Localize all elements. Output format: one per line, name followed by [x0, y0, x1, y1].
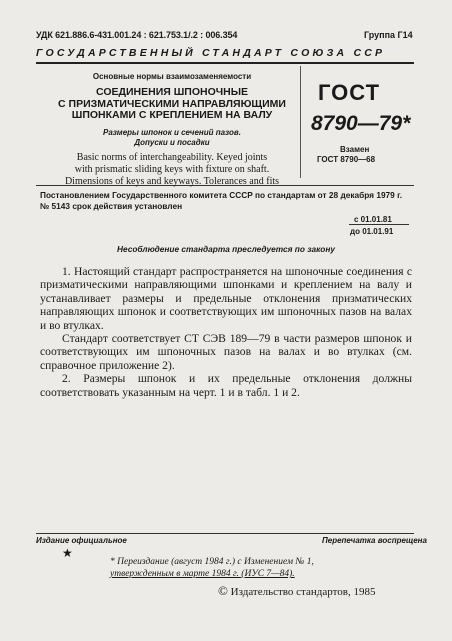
title-line: С ПРИЗМАТИЧЕСКИМИ НАПРАВЛЯЮЩИМИ [58, 97, 286, 110]
validity-divider [349, 224, 409, 225]
middle-divider [36, 185, 414, 186]
gost-number: 8790—79* [311, 112, 411, 135]
udk-code: УДК 621.886.6-431.001.24 : 621.753.1/.2 : 006.354 [36, 30, 238, 40]
copyright [218, 583, 375, 599]
noncompliance-notice: Несоблюдение стандарта преследуется по закону [117, 244, 335, 254]
valid-to: до 01.01.91 [350, 227, 394, 236]
valid-from: с 01.01.81 [354, 215, 392, 224]
english-line: Dimensions of keys and keyways. Tolerances and fits [64, 175, 280, 187]
title-block [52, 72, 292, 188]
subtitle-line: Размеры шпонок и сечений пазов. [103, 127, 241, 137]
bottom-divider [36, 533, 414, 534]
star-icon: ★ [62, 546, 73, 560]
reprint-prohibited: Перепечатка воспрещена [322, 536, 427, 545]
replaces-label: Взамен [340, 145, 370, 154]
english-title [52, 152, 292, 188]
replaces-value: ГОСТ 8790—68 [317, 155, 376, 164]
group-code: Группа Г14 [364, 30, 413, 40]
body-paragraph: 1. Настоящий стандарт распространяется на шпоночные соединения с призматическими направляющими шпонками и креплением на валу и устанавливает размеры и предельные отклонения призматических направляющих шпонок и соответствующих им шпоночных пазов на валах и во втулках. [40, 265, 412, 332]
top-divider [36, 62, 414, 64]
vertical-divider [300, 66, 301, 178]
english-line: Basic norms of interchangeability. Keyed joints [76, 151, 268, 163]
decree-text: Постановлением Государственного комитета СССР по стандартам от 28 декабря 1979 г. № 5143 срок действия установлен [40, 190, 403, 211]
state-standard-header: ГОСУДАРСТВЕННЫЙ СТАНДАРТ СОЮЗА ССР [36, 47, 386, 59]
reissue-note [110, 556, 410, 580]
english-line: with prismatic sliding keys with fixture on shaft. [74, 163, 270, 175]
title-line: СОЕДИНЕНИЯ ШПОНОЧНЫЕ [96, 86, 248, 98]
reissue-line: * Переиздание (август 1984 г.) с Изменением № 1, [110, 557, 314, 567]
reissue-line: утвержденным в марте 1984 г. (ИУС 7—84). [110, 569, 295, 579]
basic-norms-heading: Основные нормы взаимозаменяемости [92, 72, 252, 81]
copyright-text: Издательство стандартов, 1985 [230, 586, 376, 598]
official-edition: Издание официальное [36, 536, 127, 545]
body-text [40, 265, 412, 399]
title-line: ШПОНКАМИ С КРЕПЛЕНИЕМ НА ВАЛУ [71, 109, 273, 121]
body-paragraph: Стандарт соответствует СТ СЭВ 189—79 в части размеров шпонок и соответствующих им шпоночных пазов на валах и во втулках (см. справочное приложение 2). [40, 332, 412, 372]
copyright-icon: © [218, 583, 228, 598]
body-paragraph: 2. Размеры шпонок и их предельные отклонения должны соответствовать указанным на черт. 1 и в табл. 1 и 2. [40, 372, 412, 399]
subtitle-line: Допуски и посадки [134, 137, 210, 147]
subtitle [52, 128, 292, 148]
gost-label: ГОСТ [318, 80, 381, 105]
